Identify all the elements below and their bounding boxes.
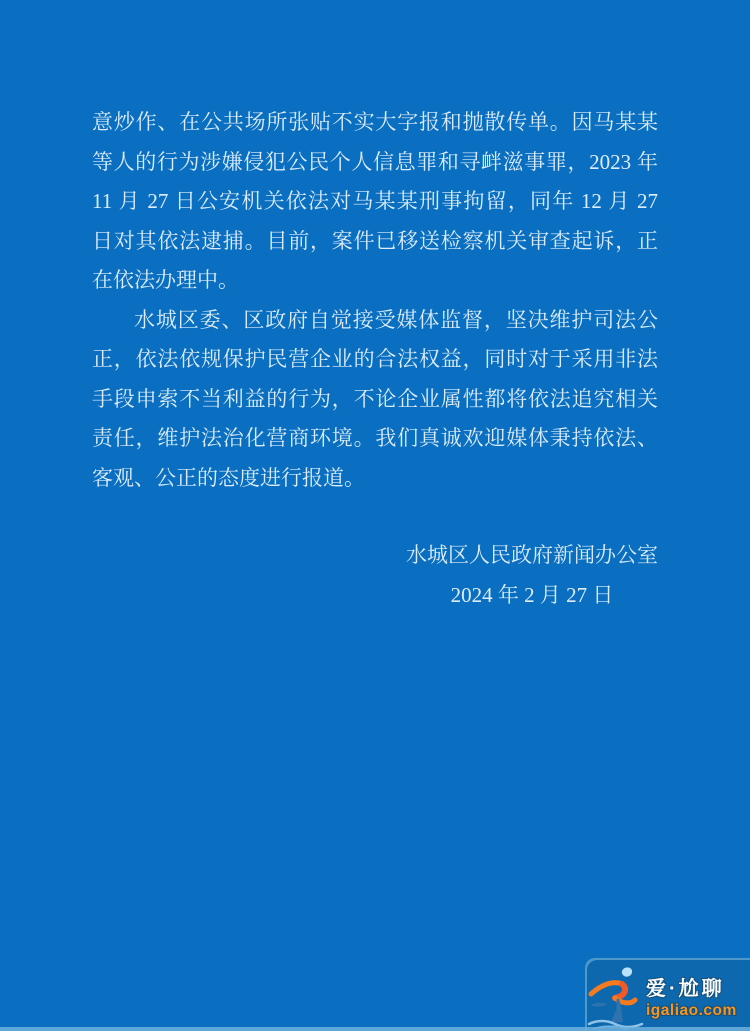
paragraph-2-line: 客观、公正的态度进行报道。 [92,465,365,490]
watermark-brand-url: igaliao.com [646,1001,737,1019]
watermark-text [646,970,737,1020]
paragraph-1-line: 意炒作、在公共场所张贴不实大字报和抛散传单。因马某某 [92,110,658,134]
paragraph-2 [92,301,658,499]
paragraph-1-line: 11 月 27 日公安机关依法对马某某刑事拘留，同年 12 月 27 [92,189,658,213]
bottom-edge-strip [0,1027,750,1031]
paragraph-2-line: 水城区委、区政府自觉接受媒体监督，坚决维护司法公 [134,307,658,332]
paragraph-2-line: 责任，维护法治化营商环境。我们真诚欢迎媒体秉持依法、 [92,426,658,450]
signature-block [92,536,658,615]
paragraph-2-line: 正，依法依规保护民营企业的合法权益，同时对于采用非法 [92,347,658,371]
signature-date: 2024 年 2 月 27 日 [450,582,614,607]
signature-organization: 水城区人民政府新闻办公室 [406,543,658,567]
paragraph-1-line: 等人的行为涉嫌侵犯公民个人信息罪和寻衅滋事罪，2023 年 [92,149,658,174]
paragraph-1-line: 日对其依法逮捕。目前，案件已移送检察机关审查起诉，正 [92,228,658,253]
watermark-brand-name: 爱·尬聊 [646,977,725,1000]
igaliao-logo-icon [587,960,645,1030]
paragraph-1-line: 在依法办理中。 [92,268,239,292]
watermark-badge [585,958,750,1031]
signature-inner [406,536,658,615]
notice-body [92,103,658,615]
paragraph-1 [92,103,658,301]
paragraph-2-line: 手段申索不当利益的行为，不论企业属性都将依法追究相关 [92,386,658,411]
